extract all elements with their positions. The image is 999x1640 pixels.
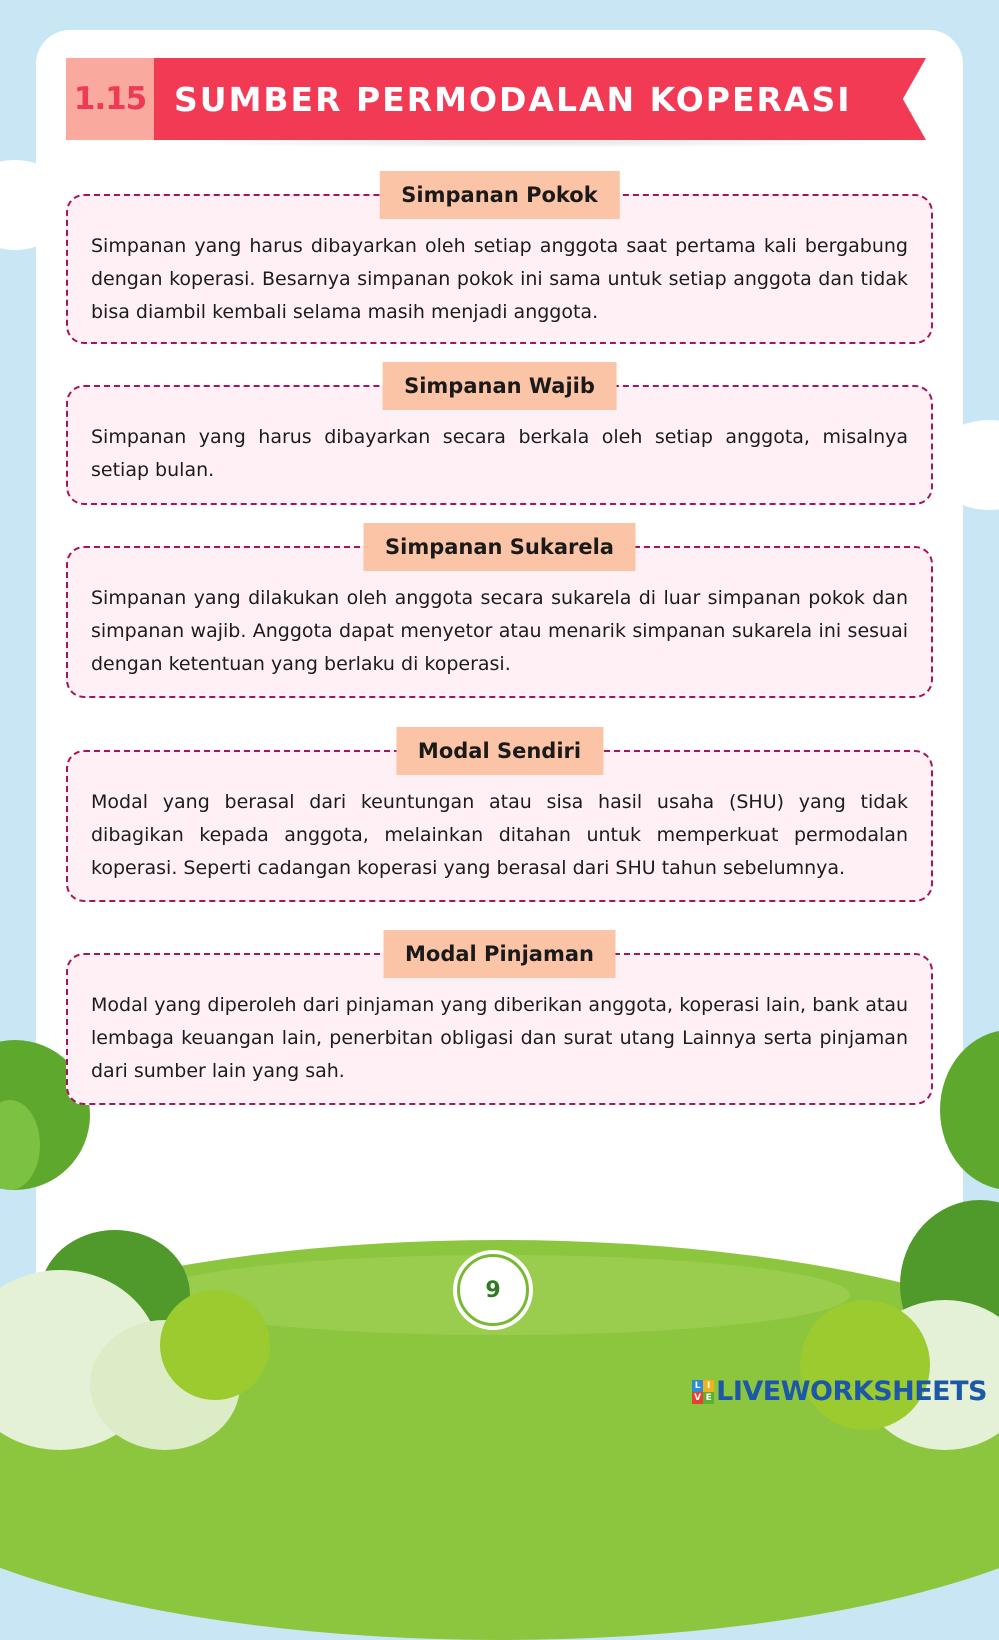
card-label: Modal Pinjaman xyxy=(383,930,616,978)
card-text: Simpanan yang dilakukan oleh anggota secara sukarela di luar simpanan pokok dan simpanan wajib. Anggota dapat menyetor atau menarik simpanan sukarela ini sesuai dengan ketentuan yang berlaku di koperasi. xyxy=(91,587,908,675)
page-number: 9 xyxy=(457,1254,529,1326)
liveworksheets-logo[interactable] xyxy=(692,1376,987,1407)
card-simpanan-sukarela xyxy=(66,535,933,698)
card-text: Modal yang berasal dari keuntungan atau sisa hasil usaha (SHU) yang tidak dibagikan kepada anggota, melainkan ditahan untuk memperkuat permodalan koperasi. Seperti cadangan koperasi yang berasal dari SHU tahun sebelumnya. xyxy=(91,791,908,879)
card-label: Simpanan Sukarela xyxy=(363,523,636,571)
card-label: Modal Sendiri xyxy=(396,727,603,775)
card-text: Modal yang diperoleh dari pinjaman yang diberikan anggota, koperasi lain, bank atau lembaga keuangan lain, penerbitan obligasi dan surat utang Lainnya serta pinjaman dari sumber lain yang sah. xyxy=(91,994,908,1082)
card-simpanan-pokok xyxy=(66,183,933,344)
card-modal-sendiri xyxy=(66,739,933,902)
page-title: SUMBER PERMODALAN KOPERASI xyxy=(174,79,852,119)
title-banner xyxy=(66,58,926,140)
card-label: Simpanan Wajib xyxy=(382,362,617,410)
card-modal-pinjaman xyxy=(66,942,933,1105)
liveworksheets-wordmark: LIVEWORKSHEETS xyxy=(716,1376,987,1407)
card-label: Simpanan Pokok xyxy=(379,171,619,219)
card-text: Simpanan yang harus dibayarkan oleh setiap anggota saat pertama kali bergabung dengan koperasi. Besarnya simpanan pokok ini sama untuk setiap anggota dan tidak bisa diambil kembali selama masih menjadi anggota. xyxy=(91,235,908,323)
bush-bottom-lime xyxy=(160,1290,270,1400)
bush-right-lime xyxy=(800,1300,930,1430)
card-simpanan-wajib xyxy=(66,374,933,505)
liveworksheets-badge-icon: L I V E xyxy=(692,1380,714,1404)
section-number: 1.15 xyxy=(66,58,154,140)
card-text: Simpanan yang harus dibayarkan secara berkala oleh setiap anggota, misalnya setiap bulan. xyxy=(91,426,908,481)
